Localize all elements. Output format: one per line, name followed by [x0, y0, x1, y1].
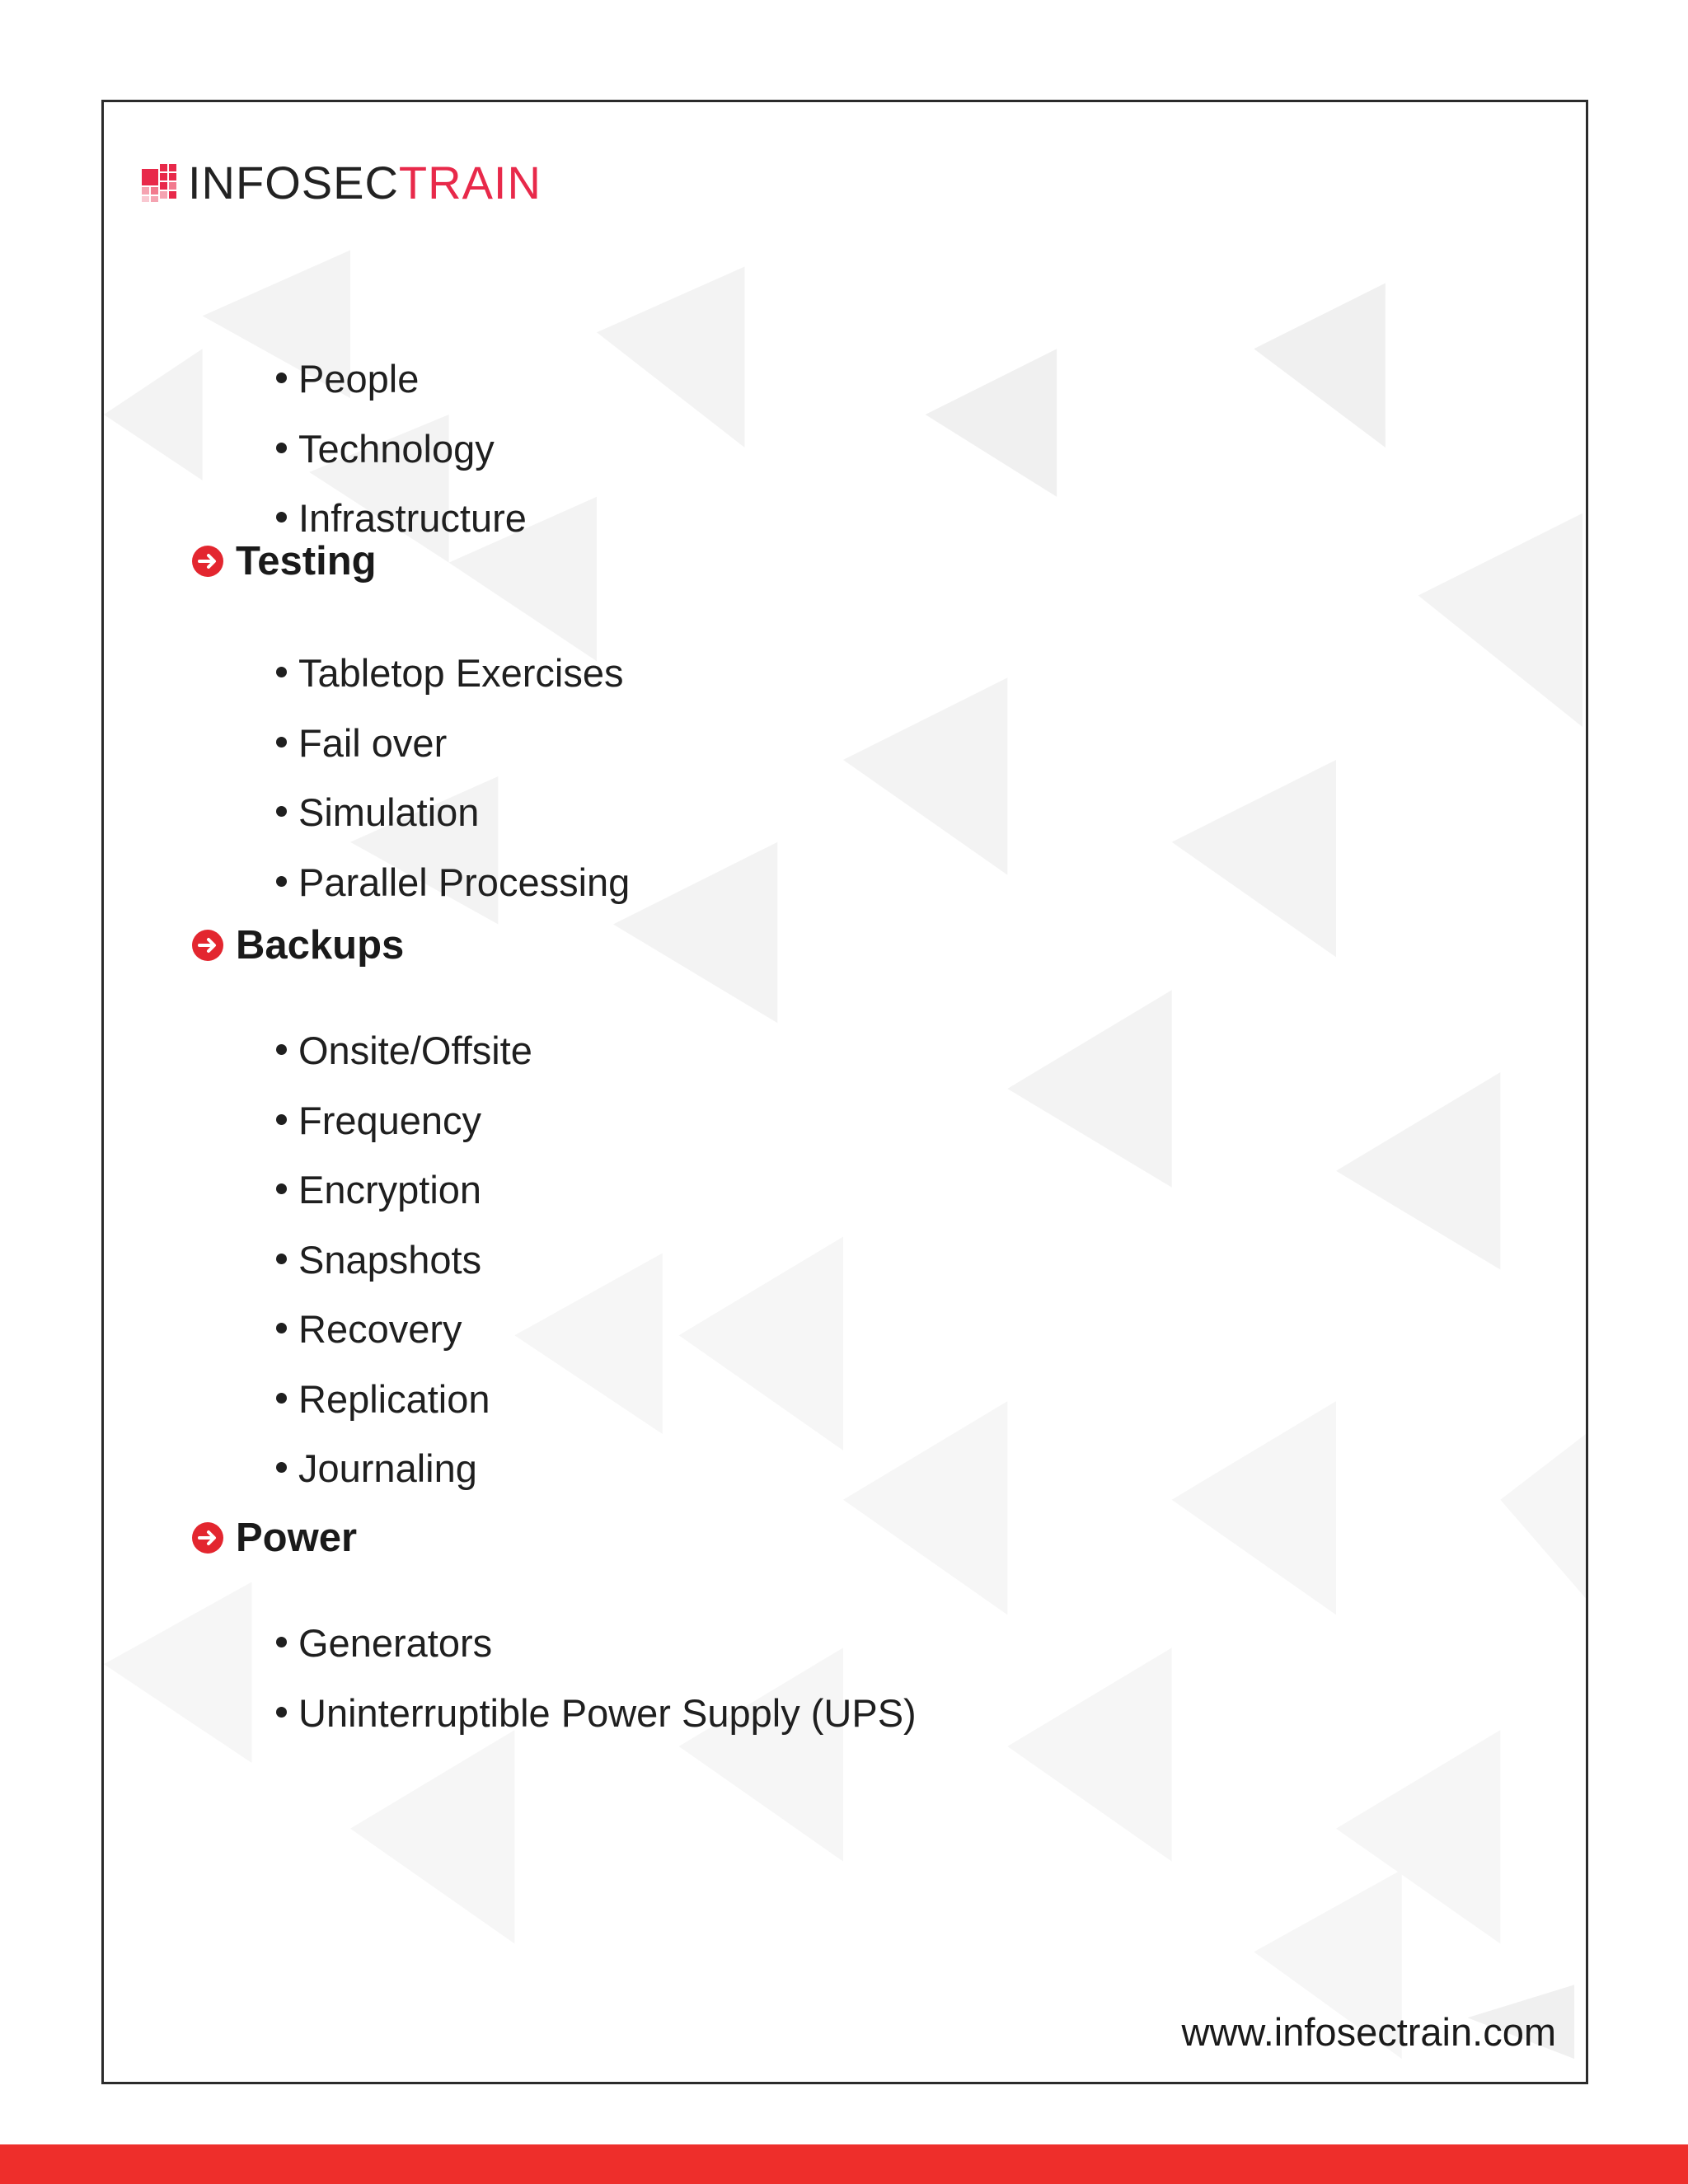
list-item [274, 1365, 532, 1435]
list-item-text: Parallel Processing [298, 860, 631, 904]
list-item [274, 1155, 532, 1226]
section-heading: Power [236, 1516, 358, 1560]
bullet-dot-icon [276, 1393, 287, 1404]
bullet-dot-icon [276, 1323, 287, 1333]
list-item-text: Onsite/Offsite [298, 1029, 532, 1072]
list-item [274, 1679, 917, 1749]
list-item-text: Recovery [298, 1307, 462, 1351]
arrow-circle-right-icon [191, 545, 224, 578]
list-item-text: People [298, 357, 420, 401]
list-item-text: Technology [298, 426, 495, 471]
bullet-dot-icon [276, 1462, 287, 1473]
logo-text-train: TRAIN [398, 157, 542, 209]
list-item-text: Generators [298, 1621, 493, 1665]
list-testing [274, 639, 630, 917]
list-item-text: Simulation [298, 790, 480, 834]
list-top [274, 344, 527, 554]
section-heading: Backups [236, 923, 405, 968]
bullet-dot-icon [276, 443, 287, 453]
bottom-accent-bar [0, 2144, 1688, 2184]
list-item [274, 1295, 532, 1365]
bullet-dot-icon [276, 737, 287, 748]
list-item [274, 1226, 532, 1296]
bullet-dot-icon [276, 1637, 287, 1647]
list-item [274, 1434, 532, 1504]
section-backups [191, 919, 404, 972]
list-item-text: Infrastructure [298, 496, 527, 540]
list-item [274, 848, 630, 918]
arrow-circle-right-icon [191, 1521, 224, 1554]
list-item [274, 1086, 532, 1156]
list-item [274, 778, 630, 848]
bullet-dot-icon [276, 373, 287, 383]
list-item-text: Encryption [298, 1168, 482, 1212]
bullet-dot-icon [276, 1254, 287, 1264]
bullet-dot-icon [276, 1044, 287, 1055]
logo-text-infosec: INFOSEC [188, 157, 399, 209]
bullet-dot-icon [276, 667, 287, 677]
section-testing [191, 535, 377, 588]
bullet-dot-icon [276, 1707, 287, 1718]
list-item-text: Replication [298, 1376, 490, 1421]
arrow-circle-right-icon [191, 929, 224, 962]
section-power [191, 1511, 357, 1564]
bullet-dot-icon [276, 1183, 287, 1194]
bullet-dot-icon [276, 1114, 287, 1125]
list-item [274, 709, 630, 779]
page-content [104, 102, 1586, 2082]
list-item-text: Fail over [298, 720, 448, 765]
list-item [274, 415, 527, 485]
list-item-text: Tabletop Exercises [298, 651, 624, 695]
bullet-dot-icon [276, 876, 287, 887]
list-item [274, 639, 630, 709]
list-item-text: Journaling [298, 1446, 477, 1490]
list-power [274, 1609, 917, 1748]
list-item-text: Frequency [298, 1098, 482, 1142]
list-item [274, 1016, 532, 1086]
bullet-dot-icon [276, 806, 287, 817]
footer-website-link[interactable]: www.infosectrain.com [1181, 2010, 1556, 2054]
section-heading: Testing [236, 539, 377, 583]
list-item-text: Uninterruptible Power Supply (UPS) [298, 1690, 917, 1735]
list-backups [274, 1016, 532, 1504]
list-item [274, 344, 527, 415]
page-frame [101, 100, 1588, 2084]
list-item [274, 1609, 917, 1679]
list-item-text: Snapshots [298, 1237, 482, 1282]
bullet-dot-icon [276, 512, 287, 523]
